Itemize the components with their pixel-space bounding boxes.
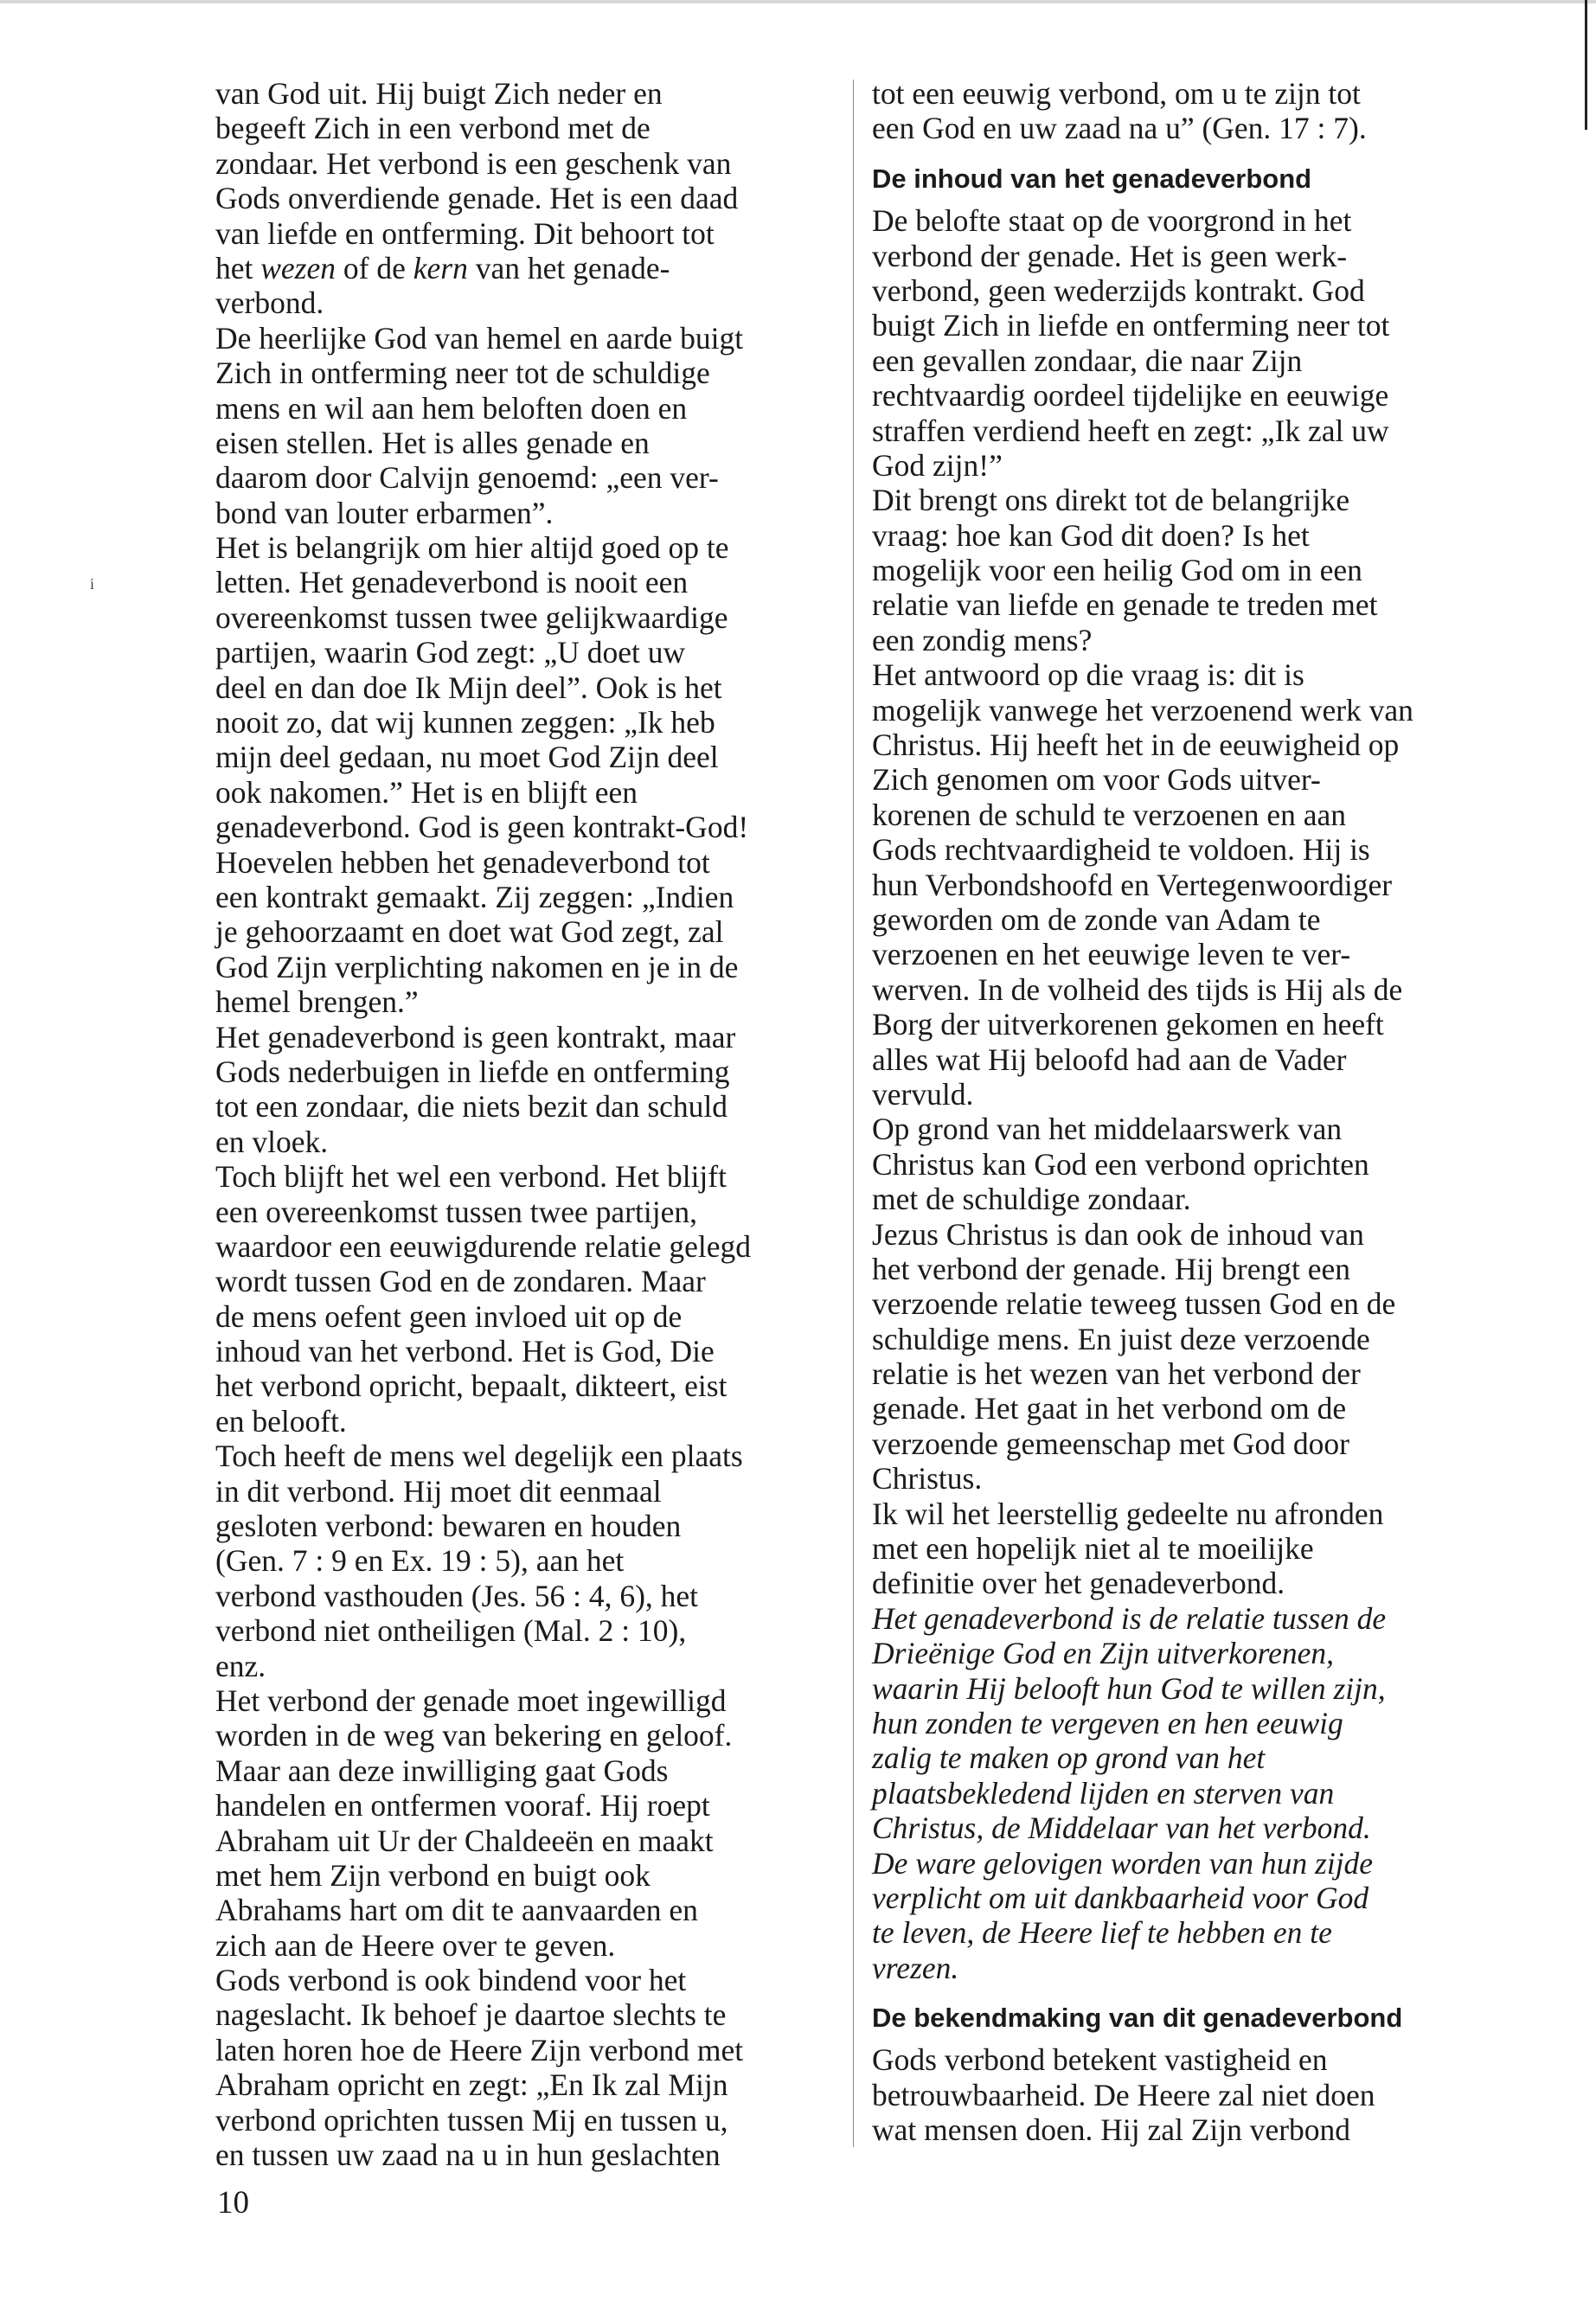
text-line: Gods nederbuigen in liefde en ontferming [215,1054,730,1089]
text-line: het verbond der genade. Hij brengt een [872,1251,1350,1286]
text-line: en vloek. [215,1124,329,1159]
left-column [215,76,834,2172]
text-line: worden in de weg van bekering en geloof. [215,1718,733,1753]
text-line: wordt tussen God en de zondaren. Maar [215,1264,706,1299]
text-line: relatie van liefde en genade te treden met [872,587,1378,623]
text-line: met een hopelijk niet al te moeilijke [872,1531,1314,1567]
text-line: (Gen. 7 : 9 en Ex. 19 : 5), aan het [215,1543,625,1579]
text-line: de mens oefent geen invloed uit op de [215,1298,683,1334]
text-line: in dit verbond. Hij moet dit eenmaal [215,1473,662,1509]
text-line: nageslacht. Ik behoef je daartoe slechts te [215,1997,727,2033]
text-line: en tussen uw zaad na u in hun geslachten [215,2138,721,2173]
text-line: Het genadeverbond is geen kontrakt, maar [215,1019,736,1054]
text-line: verzoenen en het eeuwige leven te ver- [872,937,1351,972]
definition-line: hun zonden te vergeven en hen eeuwig [872,1705,1343,1740]
section-heading-inhoud: De inhoud van het genadeverbond [872,163,1312,194]
text-line: geworden om de zonde van Adam te [872,901,1321,937]
text-line: tot een zondaar, die niets bezit dan schuld [215,1089,728,1125]
text-line: Op grond van het middelaarswerk van [872,1112,1343,1147]
text-line: Het verbond der genade moet ingewilligd [215,1682,727,1718]
text-line: God zijn!” [872,447,1003,483]
text-line: hun Verbondshoofd en Vertegenwoordiger [872,867,1393,902]
text-line: genade. Het gaat in het verbond om de [872,1391,1347,1426]
text-line-with-emphasis [215,251,834,285]
text-line: Het antwoord op die vraag is: dit is [872,657,1304,693]
definition-line: Christus, de Middelaar van het verbond. [872,1811,1371,1846]
text-line: verzoende relatie teweeg tussen God en de [872,1286,1396,1322]
text-line: mogelijk voor een heilig God om in een [872,553,1362,588]
text-line: het verbond opricht, bepaalt, dikteert, eist [215,1368,727,1404]
text-line: verbond. [215,285,324,321]
definition-line: plaatsbekledend lijden en sterven van [872,1775,1335,1811]
text-line: mens en wil aan hem beloften doen en [215,390,688,426]
text-line: buigt Zich in liefde en ontferming neer tot [872,308,1390,343]
text-line: straffen verdiend heeft en zegt: „Ik zal uw [872,413,1389,448]
text-line: Zich genomen om voor Gods uitver- [872,762,1321,798]
text-line: Abrahams hart om dit te aanvaarden en [215,1893,698,1928]
text-line: een kontrakt gemaakt. Zij zeggen: „Indien [215,879,734,914]
text-line: met hem Zijn verbond en buigt ook [215,1857,651,1893]
text-line: Zich in ontferming neer tot de schuldige [215,356,710,391]
text-fragment: het [215,250,261,285]
text-line: Ik wil het leerstellig gedeelte nu afronden [872,1496,1384,1531]
text-line: De belofte staat op de voorgrond in het [872,203,1352,239]
text-line: De heerlijke God van hemel en aarde buigt [215,320,744,356]
text-line: betrouwbaarheid. De Heere zal niet doen [872,2077,1375,2112]
definition-line: verplicht om uit dankbaarheid voor God [872,1880,1369,1915]
text-line: definitie over het genadeverbond. [872,1566,1285,1601]
margin-mark: i [90,575,95,593]
text-line: tot een eeuwig verbond, om u te zijn tot [872,76,1361,111]
text-line: waardoor een eeuwigdurende relatie gelegd [215,1228,751,1264]
text-line: wat mensen doen. Hij zal Zijn verbond [872,2112,1351,2148]
definition-line: te leven, de Heere lief te hebben en te [872,1915,1332,1951]
text-line: gesloten verbond: bewaren en houden [215,1509,682,1544]
text-line: rechtvaardig oordeel tijdelijke en eeuwige [872,378,1389,413]
text-line: Abraham opricht en zegt: „En Ik zal Mijn [215,2067,728,2103]
text-line: een gevallen zondaar, die naar Zijn [872,343,1303,378]
text-line: letten. Het genadeverbond is nooit een [215,565,689,600]
definition-line: waarin Hij belooft hun God te willen zijn, [872,1670,1386,1706]
text-line: enz. [215,1648,266,1683]
definition-line: Drieënige God en Zijn uitverkorenen, [872,1636,1335,1671]
text-line: een overeenkomst tussen twee partijen, [215,1194,697,1229]
text-line: verbond oprichten tussen Mij en tussen u, [215,2102,728,2138]
text-line: korenen de schuld te verzoenen en aan [872,797,1347,832]
text-line: verbond vasthouden (Jes. 56 : 4, 6), het [215,1578,699,1613]
text-fragment: van het genade- [467,250,670,285]
text-line: Toch heeft de mens wel degelijk een plaats [215,1439,743,1474]
text-line: mogelijk vanwege het verzoenend werk van [872,692,1413,727]
text-line: bond van louter erbarmen”. [215,495,554,530]
top-rule [0,0,1596,3]
text-line: zondaar. Het verbond is een geschenk van [215,145,732,181]
text-line: Gods rechtvaardigheid te voldoen. Hij is [872,832,1370,868]
text-line: laten horen hoe de Heere Zijn verbond met [215,2032,744,2067]
text-line: Christus. Hij heeft het in de eeuwigheid op [872,727,1400,763]
text-line: Gods verbond betekent vastigheid en [872,2042,1328,2078]
text-line: alles wat Hij beloofd had aan de Vader [872,1042,1347,1077]
text-line: van liefde en ontferming. Dit behoort tot [215,215,715,251]
text-line: verzoende gemeenschap met God door [872,1426,1350,1461]
text-line: handelen en ontfermen vooraf. Hij roept [215,1788,710,1823]
text-line: God Zijn verplichting nakomen en je in de [215,949,739,984]
section-heading-bekendmaking: De bekendmaking van dit genadeverbond [872,2003,1403,2034]
definition-line: De ware gelovigen worden van hun zijde [872,1845,1374,1881]
text-line: ook nakomen.” Het is en blijft een [215,774,638,810]
text-line: schuldige mens. En juist deze verzoende [872,1321,1370,1356]
text-line: genadeverbond. God is geen kontrakt-God! [215,810,749,845]
page-edge-mark [1585,0,1587,130]
text-line: nooit zo, dat wij kunnen zeggen: „Ik heb [215,705,715,740]
text-line: Borg der uitverkorenen gekomen en heeft [872,1007,1384,1042]
emphasis-kern: kern [413,250,468,285]
text-line: Toch blijft het wel een verbond. Het blijft [215,1159,727,1195]
text-line: vervuld. [872,1076,974,1112]
text-line: mijn deel gedaan, nu moet God Zijn deel [215,740,719,775]
text-line: begeeft Zich in een verbond met de [215,111,651,146]
definition-line: zalig te maken op grond van het [872,1740,1266,1776]
text-line: Gods onverdiende genade. Het is een daad [215,181,739,216]
text-line: relatie is het wezen van het verbond der [872,1356,1361,1392]
definition-line: Het genadeverbond is de relatie tussen de [872,1600,1387,1636]
text-line: een zondig mens? [872,622,1093,657]
text-line: Hoevelen hebben het genadeverbond tot [215,844,710,880]
text-line: Christus kan God een verbond oprichten [872,1146,1369,1182]
text-line: Jezus Christus is dan ook de inhoud van [872,1216,1364,1252]
text-line: Dit brengt ons direkt tot de belangrijke [872,483,1350,518]
text-line: hemel brengen.” [215,984,419,1020]
text-line: partijen, waarin God zegt: „U doet uw [215,635,686,670]
text-line: Maar aan deze inwilliging gaat Gods [215,1753,669,1788]
text-line: Christus. [872,1461,983,1497]
text-line: verbond niet ontheiligen (Mal. 2 : 10), [215,1613,687,1649]
page-number: 10 [217,2185,249,2221]
text-line: werven. In de volheid des tijds is Hij als de [872,971,1403,1007]
text-line: inhoud van het verbond. Het is God, Die [215,1334,715,1369]
text-line: met de schuldige zondaar. [872,1182,1191,1217]
column-divider [853,80,854,2147]
text-line: deel en dan doe Ik Mijn deel”. Ook is het [215,670,722,705]
text-line: verbond der genade. Het is geen werk- [872,238,1348,273]
text-line: en belooft. [215,1403,347,1439]
emphasis-wezen: wezen [260,250,337,285]
text-line: eisen stellen. Het is alles genade en [215,425,650,460]
right-column [872,76,1490,2148]
text-line: verbond, geen wederzijds kontrakt. God [872,272,1365,308]
definition-line: vrezen. [872,1950,959,1985]
text-line: van God uit. Hij buigt Zich neder en [215,76,663,111]
text-line: je gehoorzaamt en doet wat God zegt, zal [215,914,724,950]
text-line: daarom door Calvijn genoemd: „een ver- [215,460,719,496]
text-line: vraag: hoe kan God dit doen? Is het [872,517,1310,553]
text-line: een God en uw zaad na u” (Gen. 17 : 7). [872,111,1367,146]
text-fragment: of de [336,250,413,285]
text-line: overeenkomst tussen twee gelijkwaardige [215,599,728,635]
text-line: Abraham uit Ur der Chaldeeën en maakt [215,1823,714,1858]
text-line: Gods verbond is ook bindend voor het [215,1963,687,1998]
text-line: Het is belangrijk om hier altijd goed op te [215,530,729,566]
text-line: zich aan de Heere over te geven. [215,1927,616,1963]
